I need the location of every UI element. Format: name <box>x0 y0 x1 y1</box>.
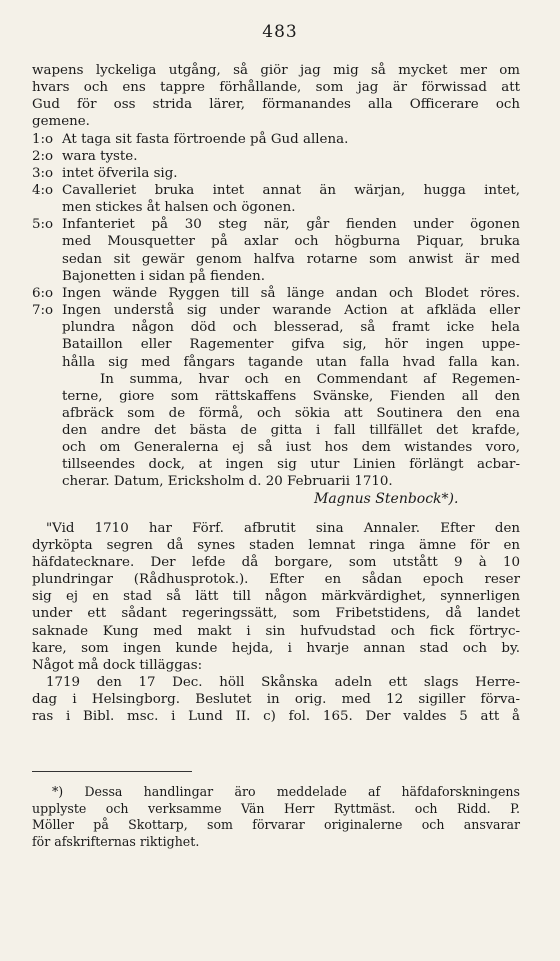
text-line: "Vid 1710 har Förf. afbrutit sina Annaler. Efter den <box>46 520 520 536</box>
text-line: cherar. Datum, Ericksholm d. 20 Februarii 1710. <box>62 474 393 490</box>
list-text: Bajonetten i sidan på fienden. <box>62 268 265 284</box>
text-line: den andre det bästa de gitta i fall tillfället det krafde, <box>62 423 520 439</box>
list-text: At taga sit fasta förtroende på Gud allena. <box>62 131 349 147</box>
text-line: terne, giore som rättskaffens Svänske, Fienden all den <box>62 388 520 404</box>
list-text: hålla sig med fångars tagande utan falla hvad falla kan. <box>62 354 520 370</box>
list-number: 6:o <box>32 285 54 301</box>
footnote-line: Möller på Skottarp, som förvarar originalerne och ansvarar <box>32 817 520 832</box>
list-item <box>32 285 520 302</box>
text-line: sig ej en stad så lätt till någon märkvärdighet, synnerligen <box>32 589 520 605</box>
text-line: afbräck som de förmå, och sökia att Soutinera den ena <box>62 405 520 421</box>
list-text: intet öfverila sig. <box>62 165 178 181</box>
signature: Magnus Stenbock*). <box>314 490 459 507</box>
footnote-line: *) Dessa handlingar äro meddelade af häfdaforskningens <box>52 784 520 799</box>
list-item <box>32 131 520 148</box>
text-line: dag i Helsingborg. Beslutet in orig. med 12 sigiller förva- <box>32 692 520 708</box>
text-line: saknade Kung med makt i sin hufvudstad och fick förtryc- <box>32 623 520 639</box>
list-number: 1:o <box>32 131 54 147</box>
list-number: 3:o <box>32 165 54 181</box>
list-item <box>32 148 520 165</box>
list-item <box>32 165 520 182</box>
list-text: Ingen understå sig under warande Action at afkläda eller <box>62 303 520 319</box>
list-text: sedan sit gewär genom halfva rotarne som anwist är med <box>62 251 520 267</box>
footnote-line: upplyste och verksamme Vän Herr Ryttmäst. och Ridd. P. <box>32 800 520 816</box>
text-line: 1719 den 17 Dec. höll Skånska adeln ett slags Herre- <box>46 675 520 691</box>
footnote-divider <box>32 771 192 772</box>
list-item <box>32 302 520 319</box>
list-text: men stickes åt halsen och ögonen. <box>62 200 296 216</box>
list-item <box>32 182 520 199</box>
main-text <box>32 62 520 725</box>
list-number: 7:o <box>32 303 54 319</box>
footnote <box>32 784 520 850</box>
text-line: wapens lyckeliga utgång, så giör jag mig så mycket mer om <box>32 63 520 78</box>
page-number: 483 <box>262 22 298 42</box>
text-line: In summa, hvar och en Commendant af Regemen- <box>100 371 520 387</box>
list-text: med Mousquetter på axlar och högburna Piquar, bruka <box>62 234 520 250</box>
list-text: Ingen wände Ryggen till så länge andan och Blodet röres. <box>62 285 520 301</box>
list-text: Infanteriet på 30 steg när, går fienden under ögonen <box>62 217 520 233</box>
text-line: kare, som ingen kunde hejda, i hvarje annan stad och by. <box>32 640 520 656</box>
list-text: Bataillon eller Ragementer gifva sig, hör ingen uppe- <box>62 337 520 353</box>
list-text: plundra någon död och blesserad, så framt icke hela <box>62 320 520 336</box>
text-line: ras i Bibl. msc. i Lund II. c) fol. 165. Der valdes 5 att å <box>32 709 520 725</box>
footnote-line: för afskrifternas riktighet. <box>32 833 200 849</box>
list-number: 5:o <box>32 217 54 233</box>
text-line: och om Generalerna ej så iust hos dem wistandes voro, <box>62 440 520 456</box>
text-line: Gud för oss strida lärer, förmanandes alla Officerare och <box>32 97 520 113</box>
text-line: gemene. <box>32 114 90 130</box>
text-line: under ett sådant regeringssätt, som Fribetstidens, då landet <box>32 606 520 622</box>
text-line: dyrköpta segren då synes staden lemnat ringa ämne för en <box>32 537 520 553</box>
text-line: Något må dock tilläggas: <box>32 657 203 673</box>
list-text: Cavalleriet bruka intet annat än wärjan, hugga intet, <box>62 183 520 199</box>
list-number: 2:o <box>32 148 54 164</box>
list-item <box>32 216 520 233</box>
text-line: plundringar (Rådhusprotok.). Efter en sådan epoch reser <box>32 572 520 588</box>
list-number: 4:o <box>32 183 54 199</box>
text-line: tillseendes dock, at ingen sig utur Linien förlängt acbar- <box>62 457 520 473</box>
text-line: hvars och ens tappre förhållande, som jag är förwissad att <box>32 80 520 96</box>
text-line: häfdatecknare. Der lefde då borgare, som utstått 9 à 10 <box>32 555 520 571</box>
list-text: wara tyste. <box>62 148 138 164</box>
